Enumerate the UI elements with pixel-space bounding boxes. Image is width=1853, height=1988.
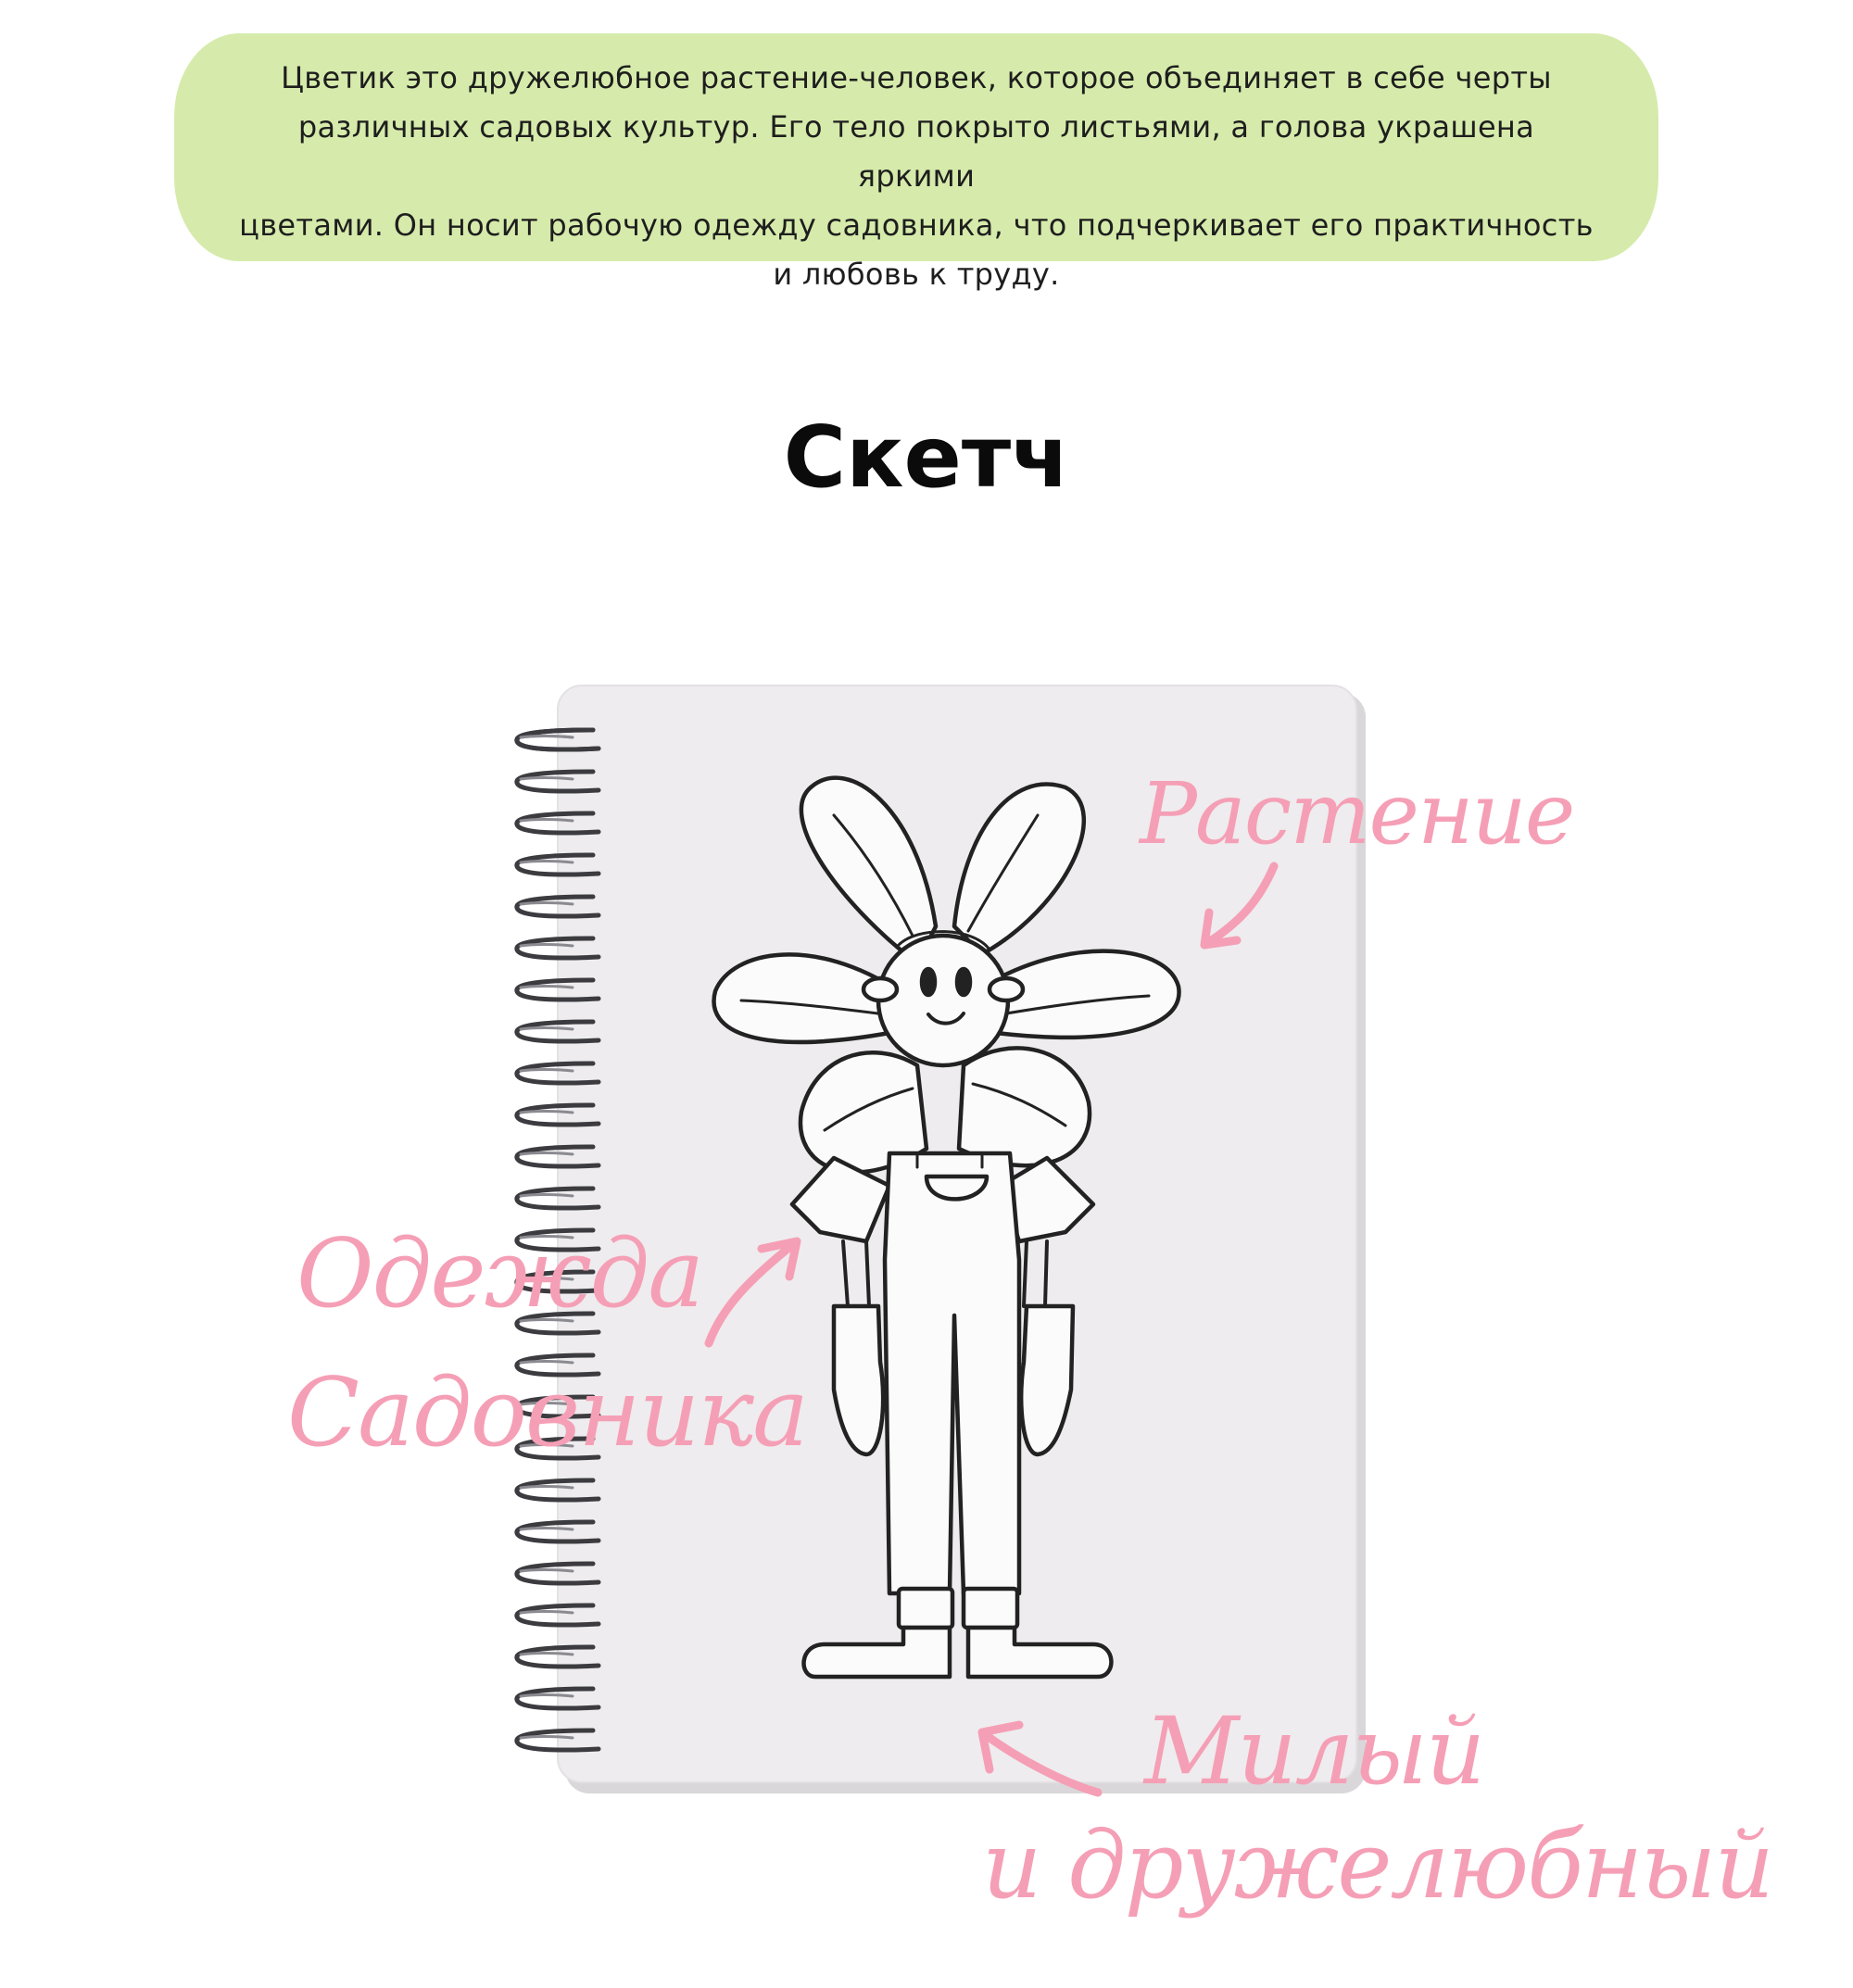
description-line-4: и любовь к труду. (773, 257, 1060, 292)
annotation-cute-line1: Милый (1144, 1697, 1484, 1806)
right-cuff (964, 1589, 1017, 1628)
character-face (878, 936, 1008, 1065)
overalls (885, 1153, 1019, 1593)
annotation-cute-line2: и дружелюбный (982, 1811, 1772, 1919)
description-line-3: цветами. Он носит рабочую одежду садовника, что подчеркивает его практичность (239, 208, 1594, 243)
section-title: Скетч (783, 408, 1070, 507)
description-line-2: различных садовых культур. Его тело покрыто листьями, а голова украшена яркими (297, 109, 1535, 194)
description-line-1: Цветик это дружелюбное растение-человек, которое объединяет в себе черты (281, 60, 1552, 95)
annotation-clothes-line2: Садовника (287, 1358, 807, 1468)
left-cuff (899, 1589, 952, 1628)
annotation-clothes-line1: Одежда (296, 1219, 703, 1329)
annotation-plant: Растение (1140, 764, 1574, 863)
